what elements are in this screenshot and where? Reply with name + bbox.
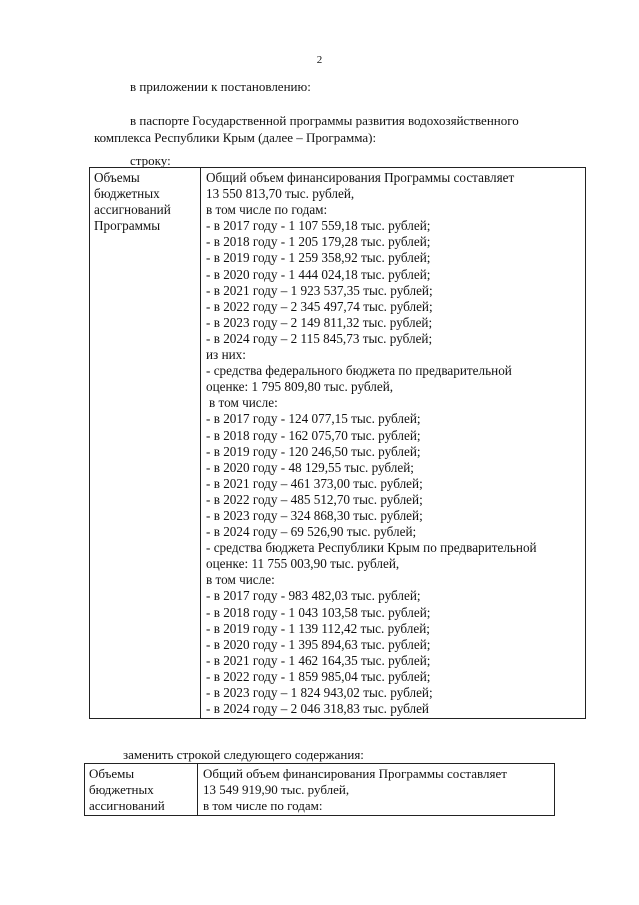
funding-line: - средства бюджета Республики Крым по предварительной [206,540,537,556]
funding-line: - в 2019 году - 1 259 358,92 тыс. рублей; [206,250,431,266]
funding-line: - в 2022 году – 2 345 497,74 тыс. рублей; [206,298,433,314]
funding-line: - в 2020 году - 1 444 024,18 тыс. рублей; [206,266,431,282]
funding-line: - в 2021 году – 461 373,00 тыс. рублей; [206,475,423,491]
funding-line: - в 2022 году - 1 859 985,04 тыс. рублей; [206,668,431,684]
intro-line-4: строку: [130,153,171,168]
funding-line: в том числе: [206,572,275,588]
budget-table-old-value-cell [201,168,586,719]
funding-line: - в 2019 году - 1 139 112,42 тыс. рублей; [206,620,430,636]
label-line: Объемы [89,766,135,781]
funding-line: - в 2018 году - 1 205 179,28 тыс. рублей; [206,234,431,250]
funding-line: - в 2018 году - 162 075,70 тыс. рублей; [206,427,421,443]
budget-table-old [89,167,586,719]
funding-line: 13 550 813,70 тыс. рублей, [206,186,355,202]
funding-line: Общий объем финансирования Программы составляет [206,170,515,185]
budget-table-new-label-cell [85,764,198,816]
label-line: ассигнований [94,202,171,218]
funding-line: в том числе по годам: [206,202,328,218]
budget-table-old-label-cell [90,168,201,719]
funding-line: - в 2021 году - 1 462 164,35 тыс. рублей; [206,652,431,668]
funding-line: - в 2023 году – 324 868,30 тыс. рублей; [206,507,423,523]
funding-line: - в 2020 году - 1 395 894,63 тыс. рублей; [206,636,431,652]
funding-line: - в 2021 году – 1 923 537,35 тыс. рублей; [206,282,433,298]
funding-line: из них: [206,347,246,363]
funding-line: - в 2017 году - 124 077,15 тыс. рублей; [206,411,421,427]
intro-line-2: в паспорте Государственной программы развития водохозяйственного [130,113,519,128]
funding-line: - в 2017 году - 983 482,03 тыс. рублей; [206,588,421,604]
replace-instruction: заменить строкой следующего содержания: [123,747,364,762]
funding-line: - в 2022 году – 485 512,70 тыс. рублей; [206,491,423,507]
budget-table-old-row [90,168,586,719]
funding-line: в том числе по годам: [203,798,323,813]
funding-line: в том числе: [209,395,278,411]
funding-line: оценке: 1 795 809,80 тыс. рублей, [206,379,394,395]
label-line: ассигнований [89,798,165,813]
intro-line-3: комплекса Республики Крым (далее – Программа): [94,130,377,145]
funding-line: Общий объем финансирования Программы составляет [203,766,507,781]
funding-line: - в 2018 году - 1 043 103,58 тыс. рублей; [206,604,431,620]
funding-line: - в 2019 году - 120 246,50 тыс. рублей; [206,443,421,459]
label-line: бюджетных [89,782,154,797]
page-number: 2 [316,54,323,66]
intro-line-1: в приложении к постановлению: [130,79,311,94]
funding-line: - в 2023 году – 1 824 943,02 тыс. рублей; [206,685,433,700]
funding-line: - в 2017 году - 1 107 559,18 тыс. рублей; [206,218,431,234]
funding-line: - в 2023 году – 2 149 811,32 тыс. рублей; [206,314,433,330]
funding-line: - в 2020 году - 48 129,55 тыс. рублей; [206,459,414,475]
budget-table-new-row [85,764,555,816]
funding-line: 13 549 919,90 тыс. рублей, [203,782,350,797]
funding-line: - в 2024 году – 2 115 845,73 тыс. рублей; [206,330,433,346]
funding-line: оценке: 11 755 003,90 тыс. рублей, [206,556,400,572]
budget-table-new [84,763,555,816]
funding-line: - в 2024 году – 2 046 318,83 тыс. рублей [206,701,429,717]
label-line: Программы [94,218,161,234]
funding-line: - в 2024 году – 69 526,90 тыс. рублей; [206,524,417,540]
funding-line: - средства федерального бюджета по предварительной [206,363,512,379]
budget-table-new-value-cell [198,764,555,816]
label-line: бюджетных [94,186,160,202]
label-line: Объемы [94,170,140,185]
